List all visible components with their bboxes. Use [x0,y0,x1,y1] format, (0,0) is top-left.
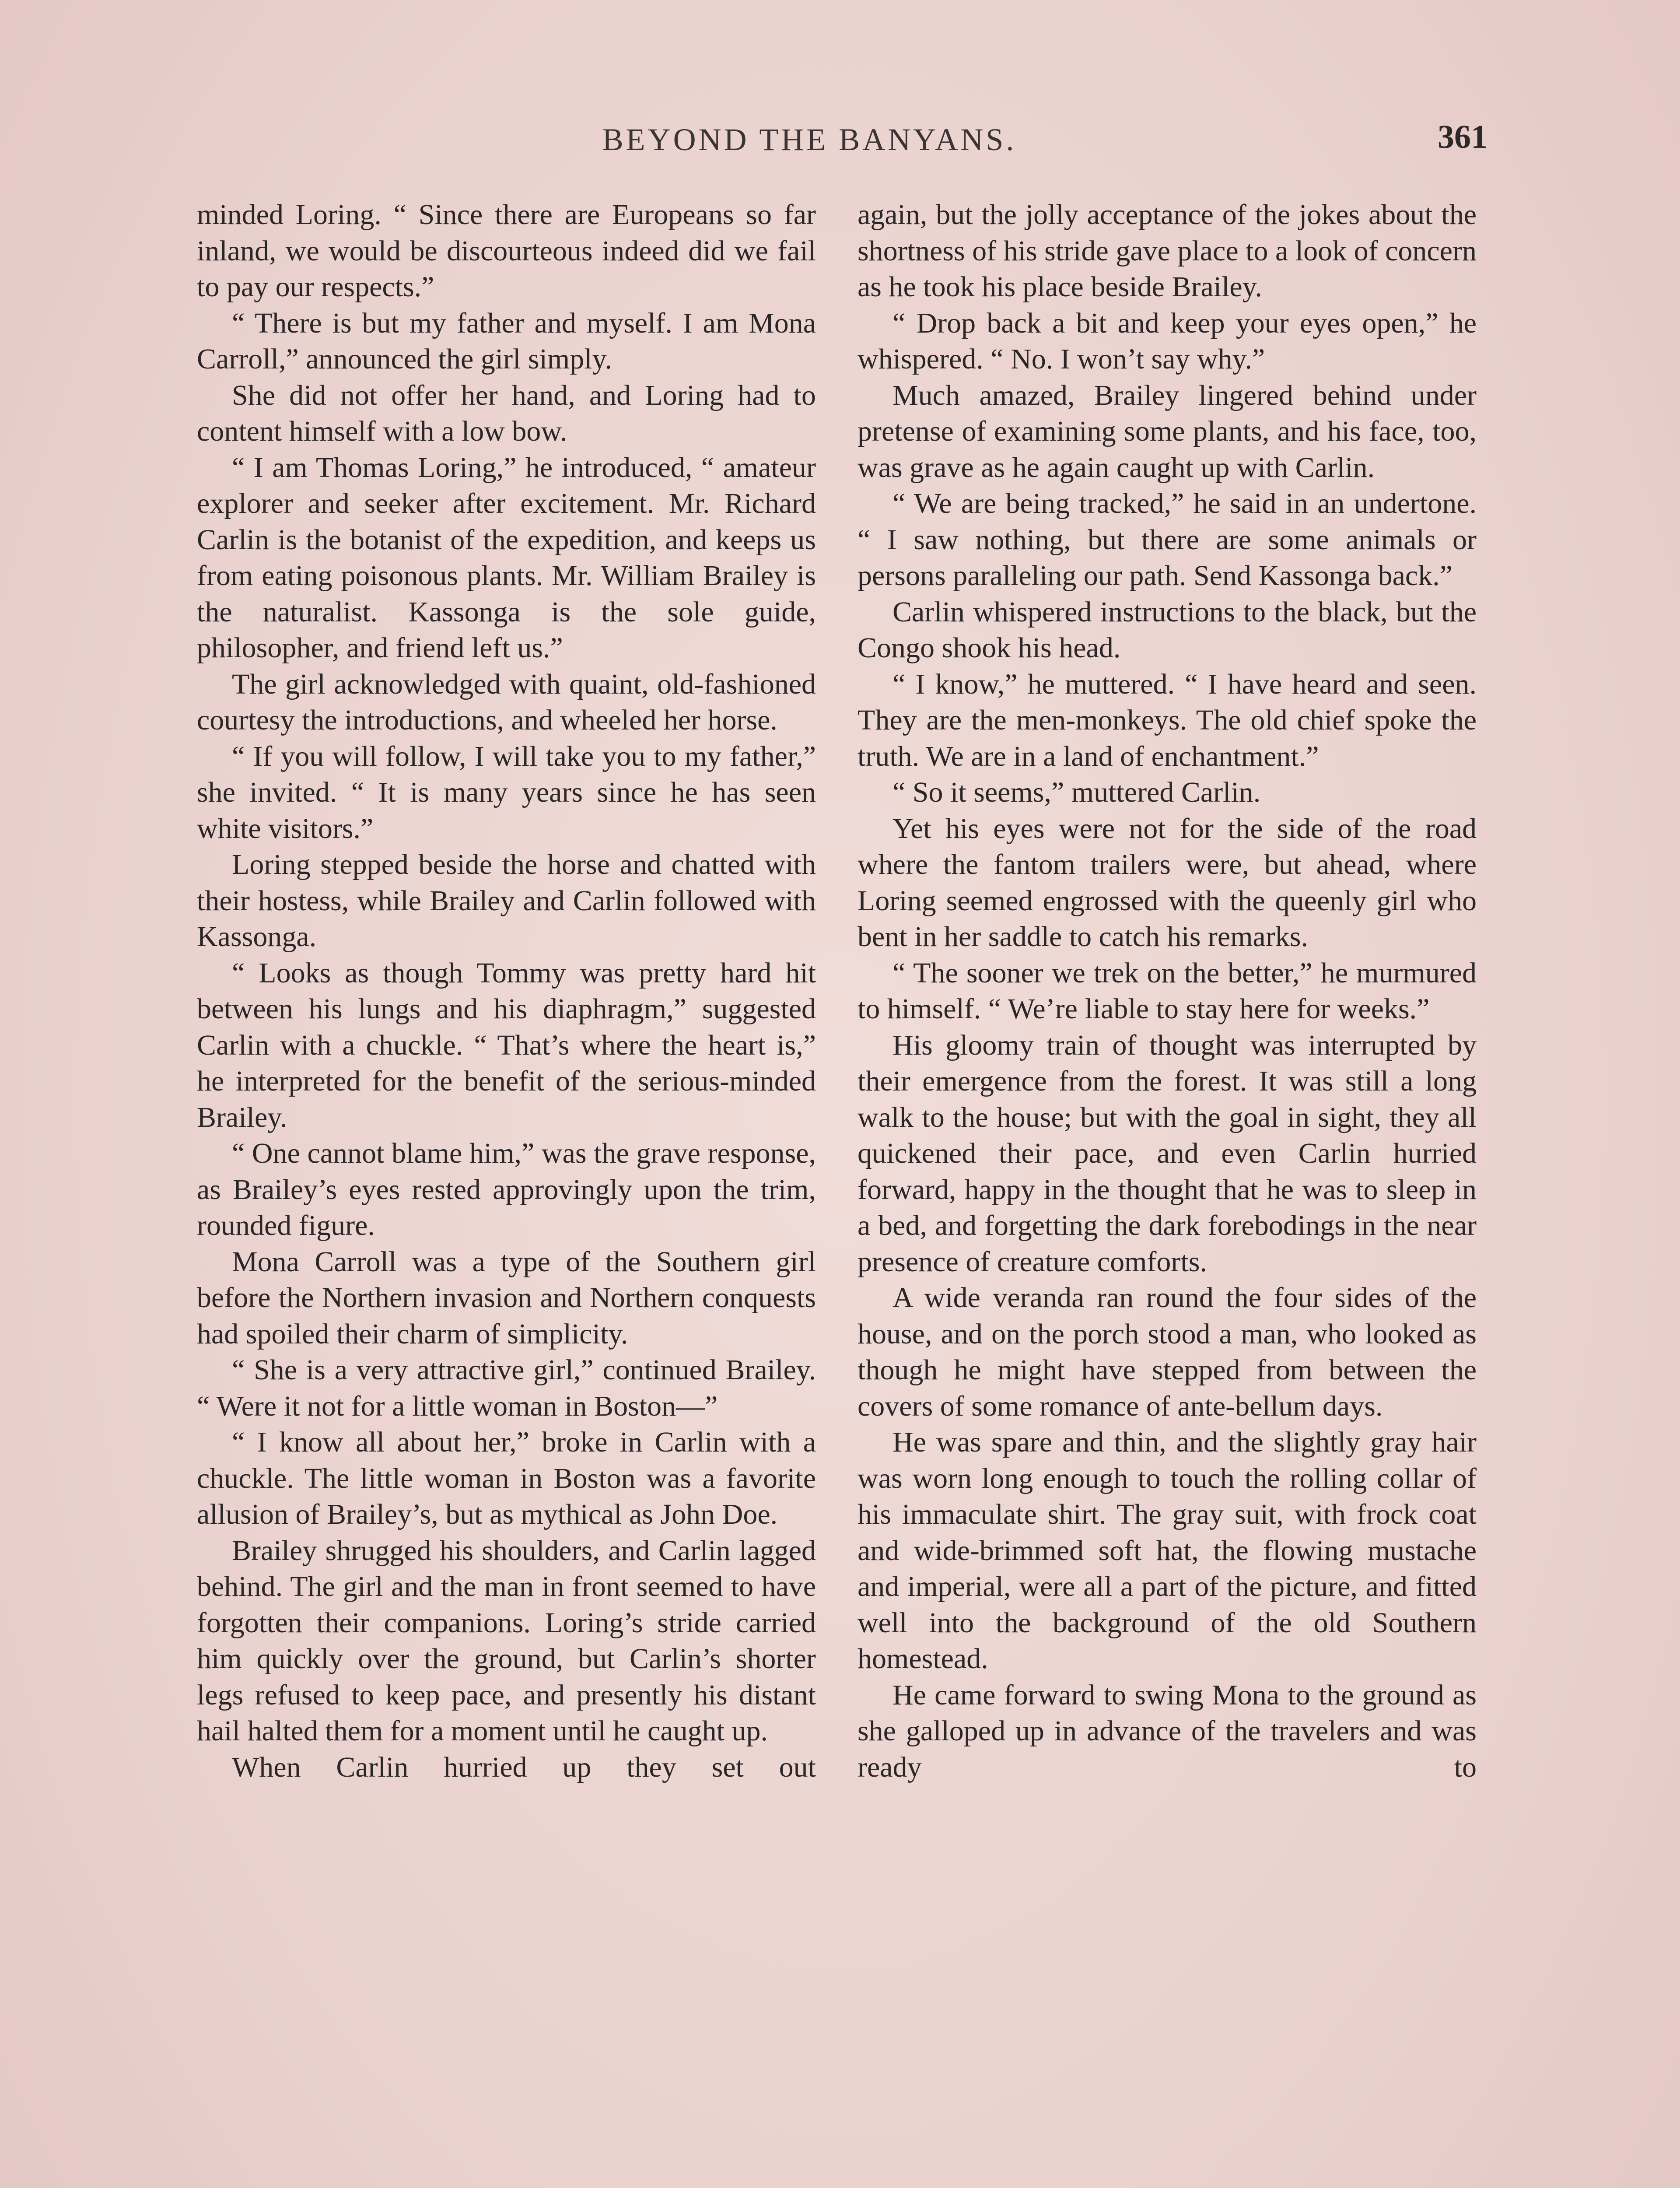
paragraph: “ I am Thomas Loring,” he introduced, “ amateur explorer and seeker after excitement. Mr. Richard Carlin is the botanist of the expedition, and keeps us from eating poisonous plants. Mr. William Brailey is the naturalist. Kassonga is the sole guide, philosopher, and friend left us.” [197,451,816,664]
paragraph: Much amazed, Brailey lingered behind under pretense of examining some plants, and his face, too, was grave as he again caught up with Carlin. [858,379,1477,484]
paragraph: His gloomy train of thought was interrupted by their emergence from the forest. It was still a long walk to the house; but with the goal in sight, they all quickened their pace, and even Carlin hurried forward, happy in the thought that he was to sleep in a bed, and forgetting the dark forebodings in the near presence of creature comforts. [858,1029,1477,1278]
paragraph: “ There is but my father and myself. I am Mona Carroll,” announced the girl simply. [197,307,816,375]
paragraph: “ I know all about her,” broke in Carlin with a chuckle. The little woman in Boston was a favorite allusion of Brailey’s, but as mythical as John Doe. [197,1426,816,1530]
paragraph: Yet his eyes were not for the side of the road where the fantom trailers were, but ahead, where Loring seemed engrossed with the queenly girl who bent in her saddle to catch his remarks. [858,812,1477,953]
paragraph: Brailey shrugged his shoulders, and Carlin lagged behind. The girl and the man in front seemed to have forgotten their companions. Loring’s stride carried him quickly over the ground, but Carlin’s shorter legs refused to keep pace, and presently his distant hail halted them for a moment until he caught up. [197,1534,816,1747]
paragraph: “ One cannot blame him,” was the grave response, as Brailey’s eyes rested approvingly upon the trim, rounded figure. [197,1137,816,1241]
left-column [197,197,816,1785]
paragraph: He came forward to swing Mona to the ground as she galloped up in advance of the travelers and was ready to [858,1679,1477,1783]
paragraph: She did not offer her hand, and Loring had to content himself with a low bow. [197,379,816,447]
paragraph: A wide veranda ran round the four sides of the house, and on the porch stood a man, who looked as though he might have stepped from between the covers of some romance of ante-bellum days. [858,1282,1477,1422]
paragraph: “ We are being tracked,” he said in an undertone. “ I saw nothing, but there are some animals or persons paralleling our path. Send Kassonga back.” [858,487,1477,592]
page-number: 361 [1438,119,1488,155]
paragraph: again, but the jolly acceptance of the jokes about the shortness of his stride gave place to a look of concern as he took his place beside Brailey. [858,199,1477,303]
paragraph: Carlin whispered instructions to the black, but the Congo shook his head. [858,596,1477,664]
running-title: BEYOND THE BANYANS. [602,122,1017,157]
paragraph: “ The sooner we trek on the better,” he murmured to himself. “ We’re liable to stay here for weeks.” [858,957,1477,1025]
paragraph: Loring stepped beside the horse and chatted with their hostess, while Brailey and Carlin followed with Kassonga. [197,849,816,953]
paragraph: “ I know,” he muttered. “ I have heard and seen. They are the men-monkeys. The old chief spoke the truth. We are in a land of enchantment.” [858,668,1477,772]
paragraph: “ She is a very attractive girl,” continued Brailey. “ Were it not for a little woman in Boston—” [197,1354,816,1422]
paragraph: “ Looks as though Tommy was pretty hard hit between his lungs and his diaphragm,” suggested Carlin with a chuckle. “ That’s where the heart is,” he interpreted for the benefit of the serious-minded Brailey. [197,957,816,1133]
paragraph: He was spare and thin, and the slightly gray hair was worn long enough to touch the rolling collar of his immaculate shirt. The gray suit, with frock coat and wide-brimmed soft hat, the flowing mustache and imperial, were all a part of the picture, and fitted well into the background of the old Southern homestead. [858,1426,1477,1675]
paragraph: “ Drop back a bit and keep your eyes open,” he whispered. “ No. I won’t say why.” [858,307,1477,375]
paragraph: “ So it seems,” muttered Carlin. [892,776,1261,808]
right-column [858,197,1477,1785]
paragraph: “ If you will follow, I will take you to my father,” she invited. “ It is many years since he has seen white visitors.” [197,740,816,845]
paragraph: minded Loring. “ Since there are Europeans so far inland, we would be discourteous indeed did we fail to pay our respects.” [197,199,816,303]
paragraph: When Carlin hurried up they set out [232,1751,816,1783]
paragraph: The girl acknowledged with quaint, old-fashioned courtesy the introductions, and wheeled her horse. [197,668,816,736]
paragraph: Mona Carroll was a type of the Southern girl before the Northern invasion and Northern conquests had spoiled their charm of simplicity. [197,1245,816,1350]
